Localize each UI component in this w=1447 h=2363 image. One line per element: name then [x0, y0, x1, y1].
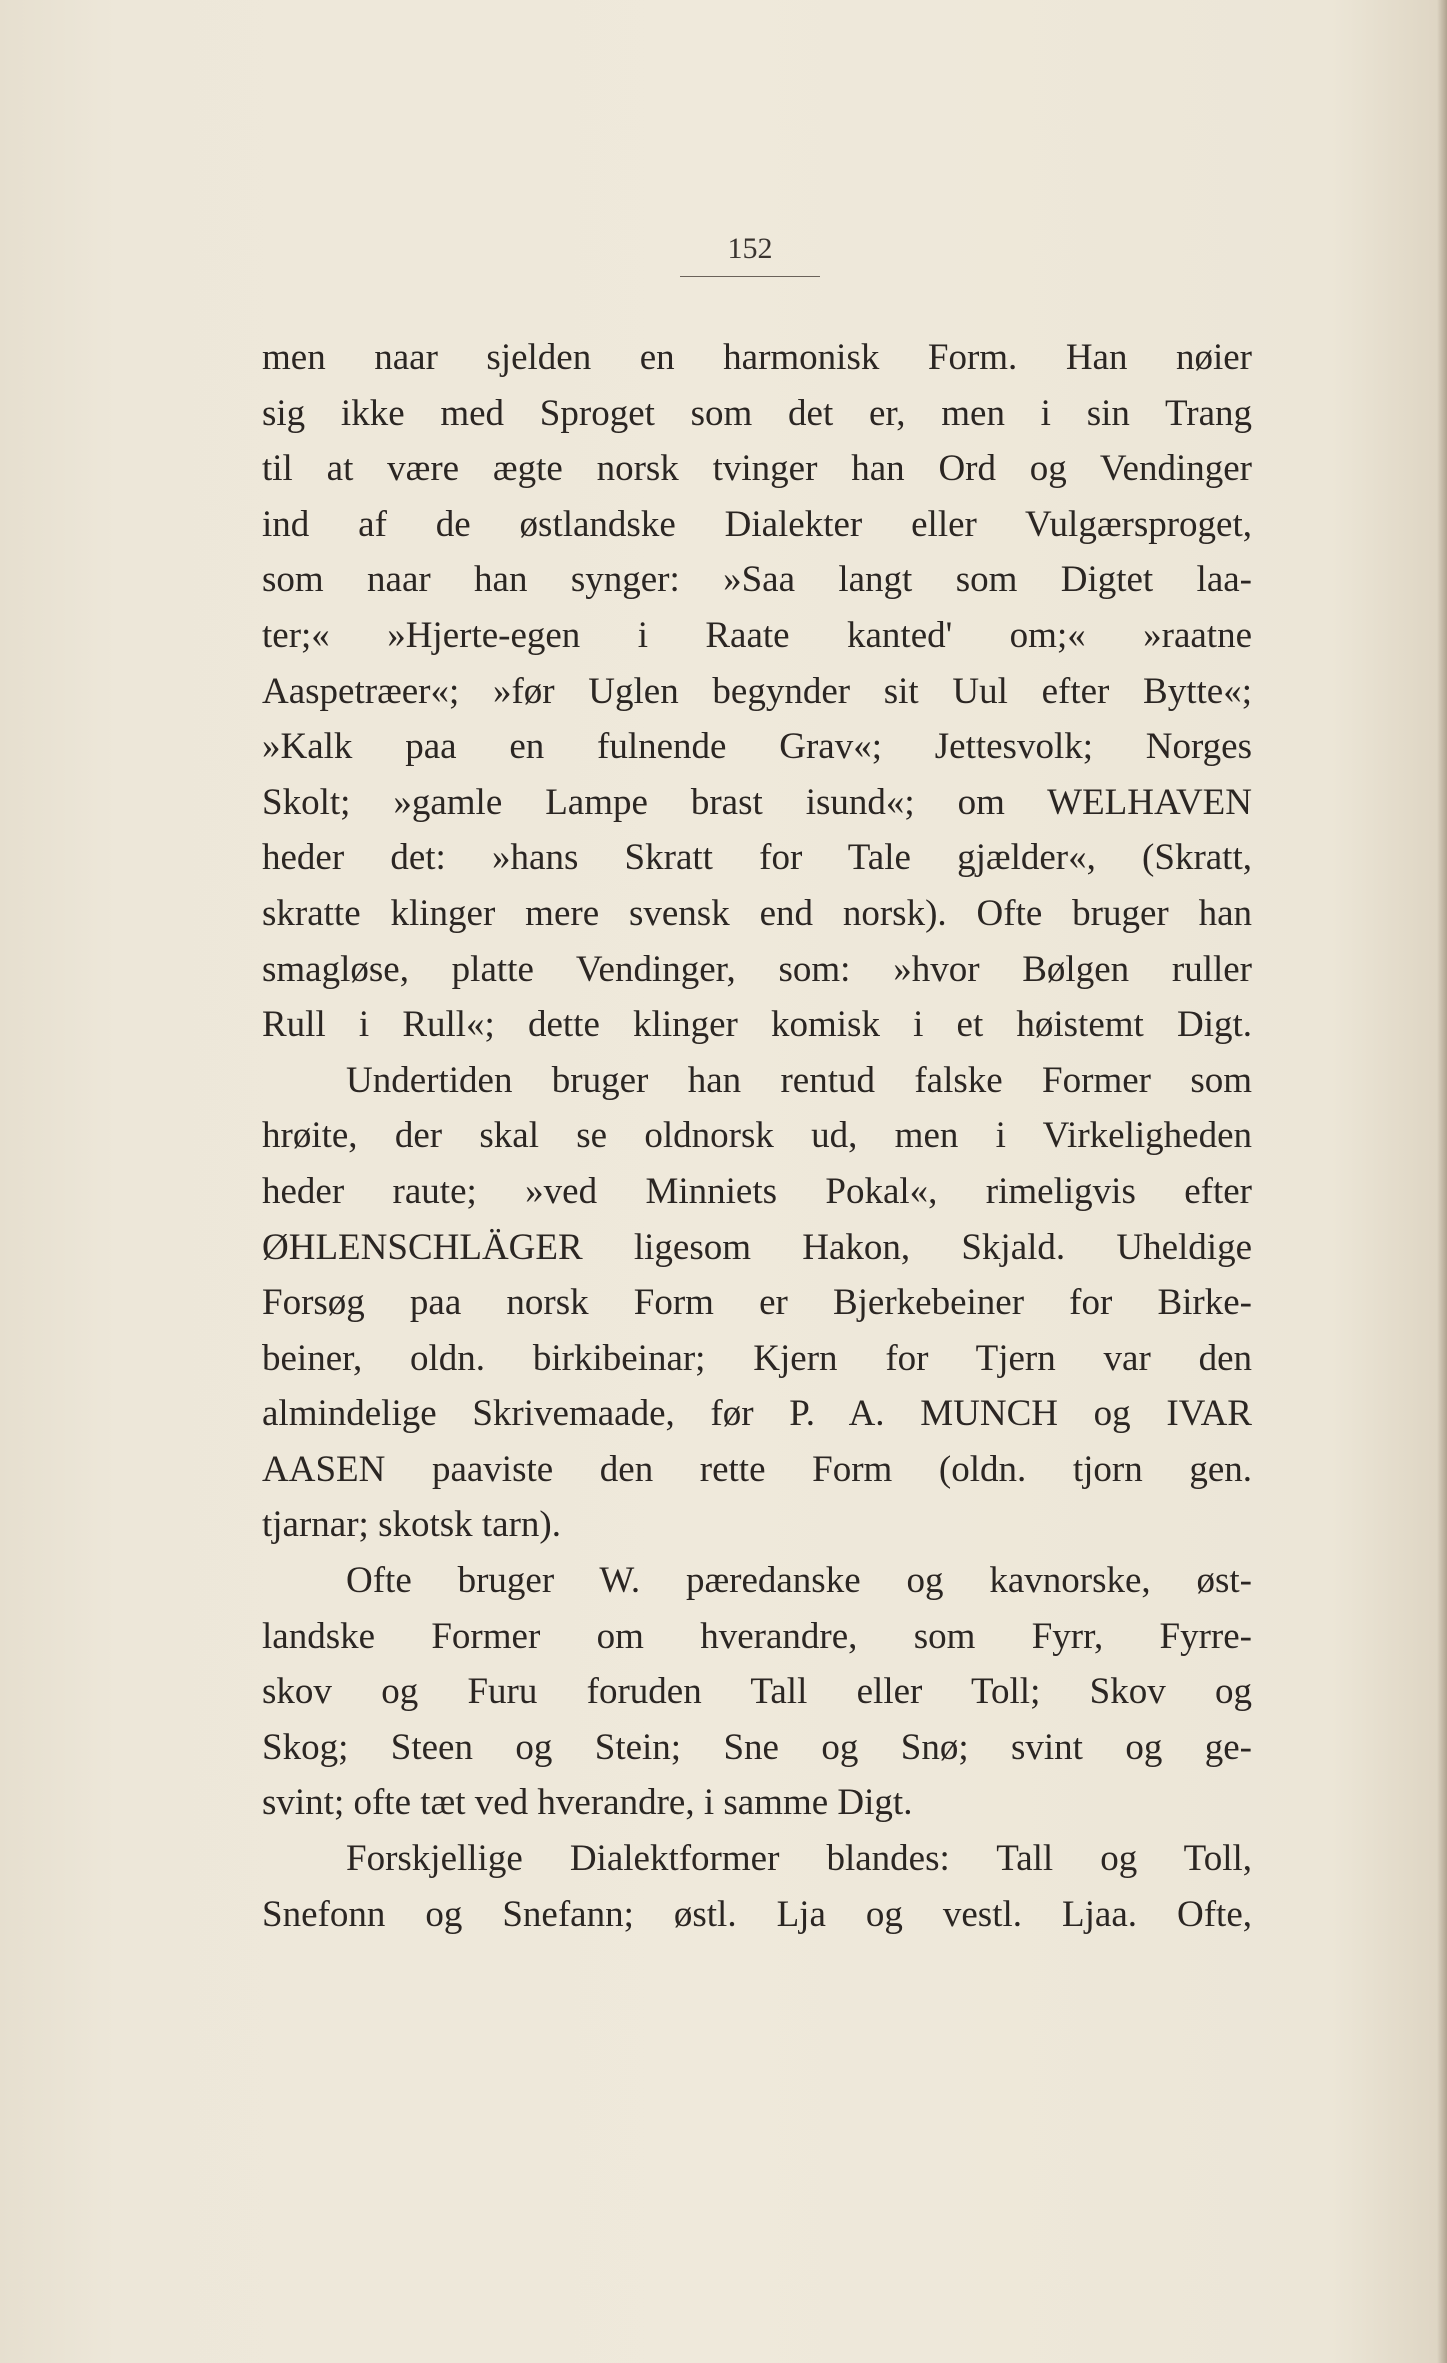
- text-line: til at være ægte norsk tvinger han Ord og Vendinger: [262, 448, 1252, 490]
- text-line: hrøite, der skal se oldnorsk ud, men i Virkeligheden: [262, 1115, 1252, 1157]
- body-text: [262, 330, 1252, 1942]
- text-line: som naar han synger: »Saa langt som Digtet laa-: [262, 559, 1252, 601]
- text-line: almindelige Skrivemaade, før P. A. MUNCH og IVAR: [262, 1393, 1252, 1435]
- text-line: skov og Furu foruden Tall eller Toll; Skov og: [262, 1671, 1252, 1713]
- page-number: 152: [727, 232, 773, 265]
- text-line: landske Former om hverandre, som Fyrr, Fyrre-: [262, 1615, 1252, 1657]
- text-line: »Kalk paa en fulnende Grav«; Jettesvolk; Norges: [262, 726, 1252, 768]
- text-line: Skolt; »gamle Lampe brast isund«; om WELHAVEN: [262, 781, 1252, 823]
- text-line: ind af de østlandske Dialekter eller Vulgærsproget,: [262, 503, 1252, 545]
- text-line: heder raute; »ved Minniets Pokal«, rimeligvis efter: [262, 1170, 1252, 1212]
- text-line: ØHLENSCHLÄGER ligesom Hakon, Skjald. Uheldige: [262, 1226, 1252, 1268]
- text-line: sig ikke med Sproget som det er, men i sin Trang: [262, 392, 1252, 434]
- paragraph-end-line: svint; ofte tæt ved hverandre, i samme Digt.: [262, 1782, 913, 1824]
- text-line: skratte klinger mere svensk end norsk). Ofte bruger han: [262, 892, 1252, 934]
- text-line: heder det: »hans Skratt for Tale gjælder«, (Skratt,: [262, 837, 1252, 879]
- paragraph-start-line: Forskjellige Dialektformer blandes: Tall og Toll,: [346, 1838, 1252, 1880]
- text-line: men naar sjelden en harmonisk Form. Han nøier: [262, 337, 1252, 378]
- text-line: Rull i Rull«; dette klinger komisk i et høistemt Digt.: [262, 1004, 1252, 1046]
- paragraph-start-line: Ofte bruger W. pæredanske og kavnorske, øst-: [346, 1560, 1252, 1602]
- paragraph-start-line: Undertiden bruger han rentud falske Former som: [346, 1059, 1252, 1101]
- paragraph-end-line: tjarnar; skotsk tarn).: [262, 1504, 561, 1546]
- text-line: Snefonn og Snefann; østl. Lja og vestl. Ljaa. Ofte,: [262, 1893, 1252, 1935]
- page-edge-shadow: [1437, 0, 1447, 2363]
- text-line: ter;« »Hjerte-egen i Raate kanted' om;« »raatne: [262, 614, 1252, 656]
- text-line: Aaspetræer«; »før Uglen begynder sit Uul efter Bytte«;: [262, 670, 1252, 712]
- page-number-rule: [680, 276, 820, 277]
- text-line: smagløse, platte Vendinger, som: »hvor Bølgen ruller: [262, 948, 1252, 990]
- text-line: Skog; Steen og Stein; Sne og Snø; svint og ge-: [262, 1726, 1252, 1768]
- text-line: Forsøg paa norsk Form er Bjerkebeiner for Birke-: [262, 1282, 1252, 1324]
- text-line: AASEN paaviste den rette Form (oldn. tjorn gen.: [262, 1448, 1252, 1490]
- text-line: beiner, oldn. birkibeinar; Kjern for Tjern var den: [262, 1337, 1252, 1379]
